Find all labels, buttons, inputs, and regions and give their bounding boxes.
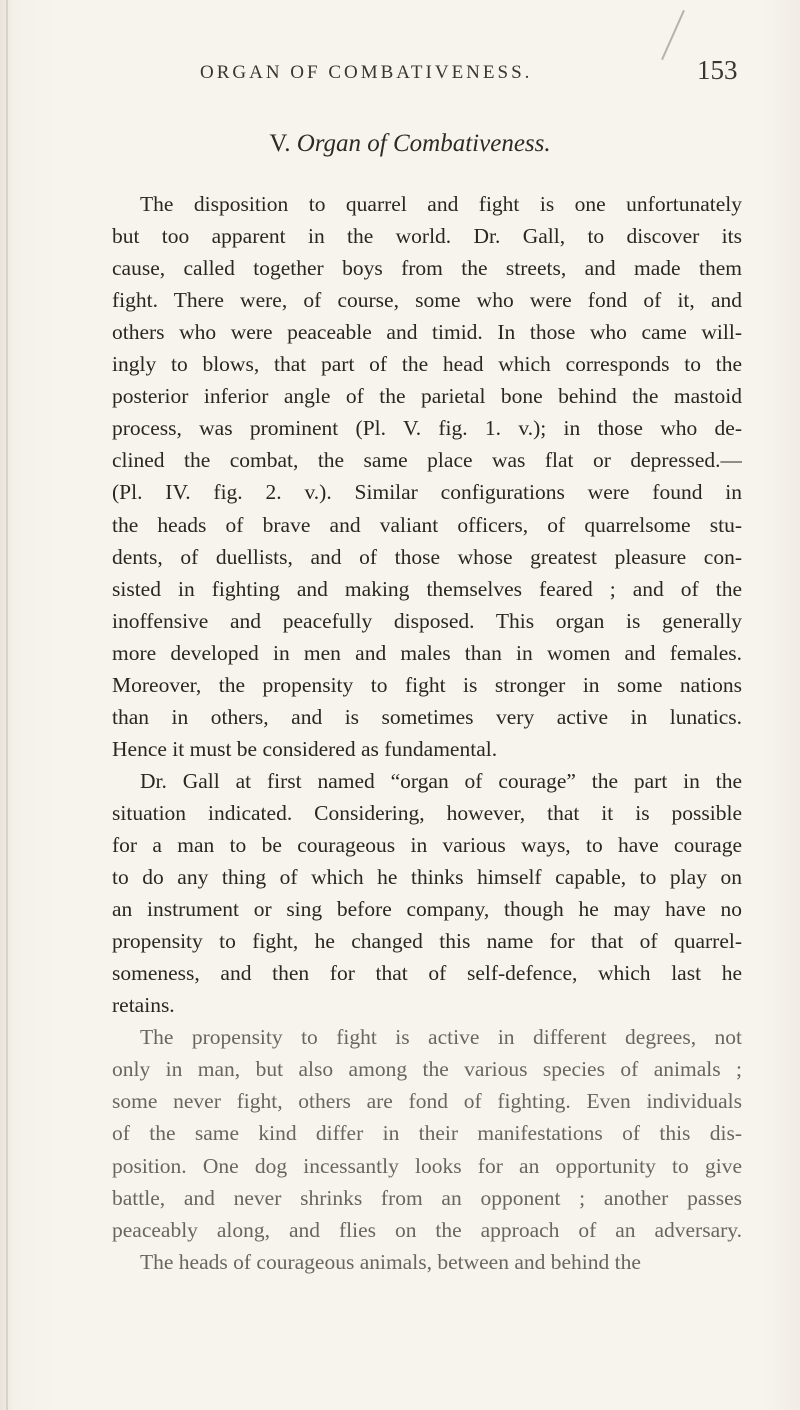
text-line: peaceably along, and flies on the approach of an adversary. (112, 1217, 742, 1242)
text-line: some never fight, others are fond of fighting. Even individuals (112, 1089, 742, 1114)
text-line: dents, of duellists, and of those whose greatest pleasure con- (112, 544, 742, 569)
text-line: battle, and never shrinks from an opponent ; another passes (112, 1185, 742, 1210)
pencil-mark (661, 10, 685, 60)
text-line: The propensity to fight is active in different degrees, not (140, 1025, 742, 1050)
text-line: situation indicated. Considering, however, that it is possible (112, 800, 742, 825)
text-line: position. One dog incessantly looks for an opportunity to give (112, 1153, 742, 1178)
text-line: retains. (112, 993, 175, 1018)
text-line: someness, and then for that of self-defence, which last he (112, 961, 742, 986)
text-line: fight. There were, of course, some who were fond of it, and (112, 288, 742, 313)
text-line: (Pl. IV. fig. 2. v.). Similar configurations were found in (112, 480, 742, 505)
text-line: more developed in men and males than in women and females. (112, 640, 742, 665)
text-line: Moreover, the propensity to fight is stronger in some nations (112, 672, 742, 697)
text-line: Hence it must be considered as fundamental. (112, 736, 498, 761)
text-line: an instrument or sing before company, though he may have no (112, 897, 742, 922)
text-line: posterior inferior angle of the parietal bone behind the mastoid (112, 384, 742, 409)
page-gutter (6, 0, 8, 1410)
text-line: the heads of brave and valiant officers, of quarrelsome stu- (112, 512, 742, 537)
page-number: 153 (697, 55, 738, 85)
section-title: Organ of Combativeness. (296, 130, 551, 157)
text-line: The disposition to quarrel and fight is one unfortunately (140, 192, 742, 216)
text-line: for a man to be courageous in various ways, to have courage (112, 833, 742, 857)
text-line: only in man, but also among the various species of animals ; (112, 1057, 742, 1082)
text-line: but too apparent in the world. Dr. Gall, to discover its (112, 224, 742, 249)
text-line: The heads of courageous animals, between and behind the (140, 1249, 641, 1274)
text-line: propensity to fight, he changed this name for that of quarrel- (112, 929, 742, 954)
running-head: ORGAN OF COMBATIVENESS. (200, 62, 533, 83)
text-line: sisted in fighting and making themselves feared ; and of the (112, 576, 742, 601)
text-line: inoffensive and peacefully disposed. This organ is generally (112, 608, 742, 633)
text-line: Dr. Gall at first named “organ of courage” the part in the (140, 768, 742, 793)
section-heading (0, 130, 800, 158)
text-line: others who were peaceable and timid. In those who came will- (112, 320, 742, 345)
text-line: ingly to blows, that part of the head which corresponds to the (112, 352, 742, 377)
text-line: process, was prominent (Pl. V. fig. 1. v.); in those who de- (112, 416, 742, 441)
section-number: V. (269, 130, 291, 157)
text-line: cause, called together boys from the streets, and made them (112, 256, 742, 281)
text-line: clined the combat, the same place was flat or depressed.— (112, 448, 742, 473)
text-line: of the same kind differ in their manifestations of this dis- (112, 1121, 742, 1146)
text-line: to do any thing of which he thinks himself capable, to play on (112, 865, 742, 890)
text-line: than in others, and is sometimes very active in lunatics. (112, 704, 742, 729)
